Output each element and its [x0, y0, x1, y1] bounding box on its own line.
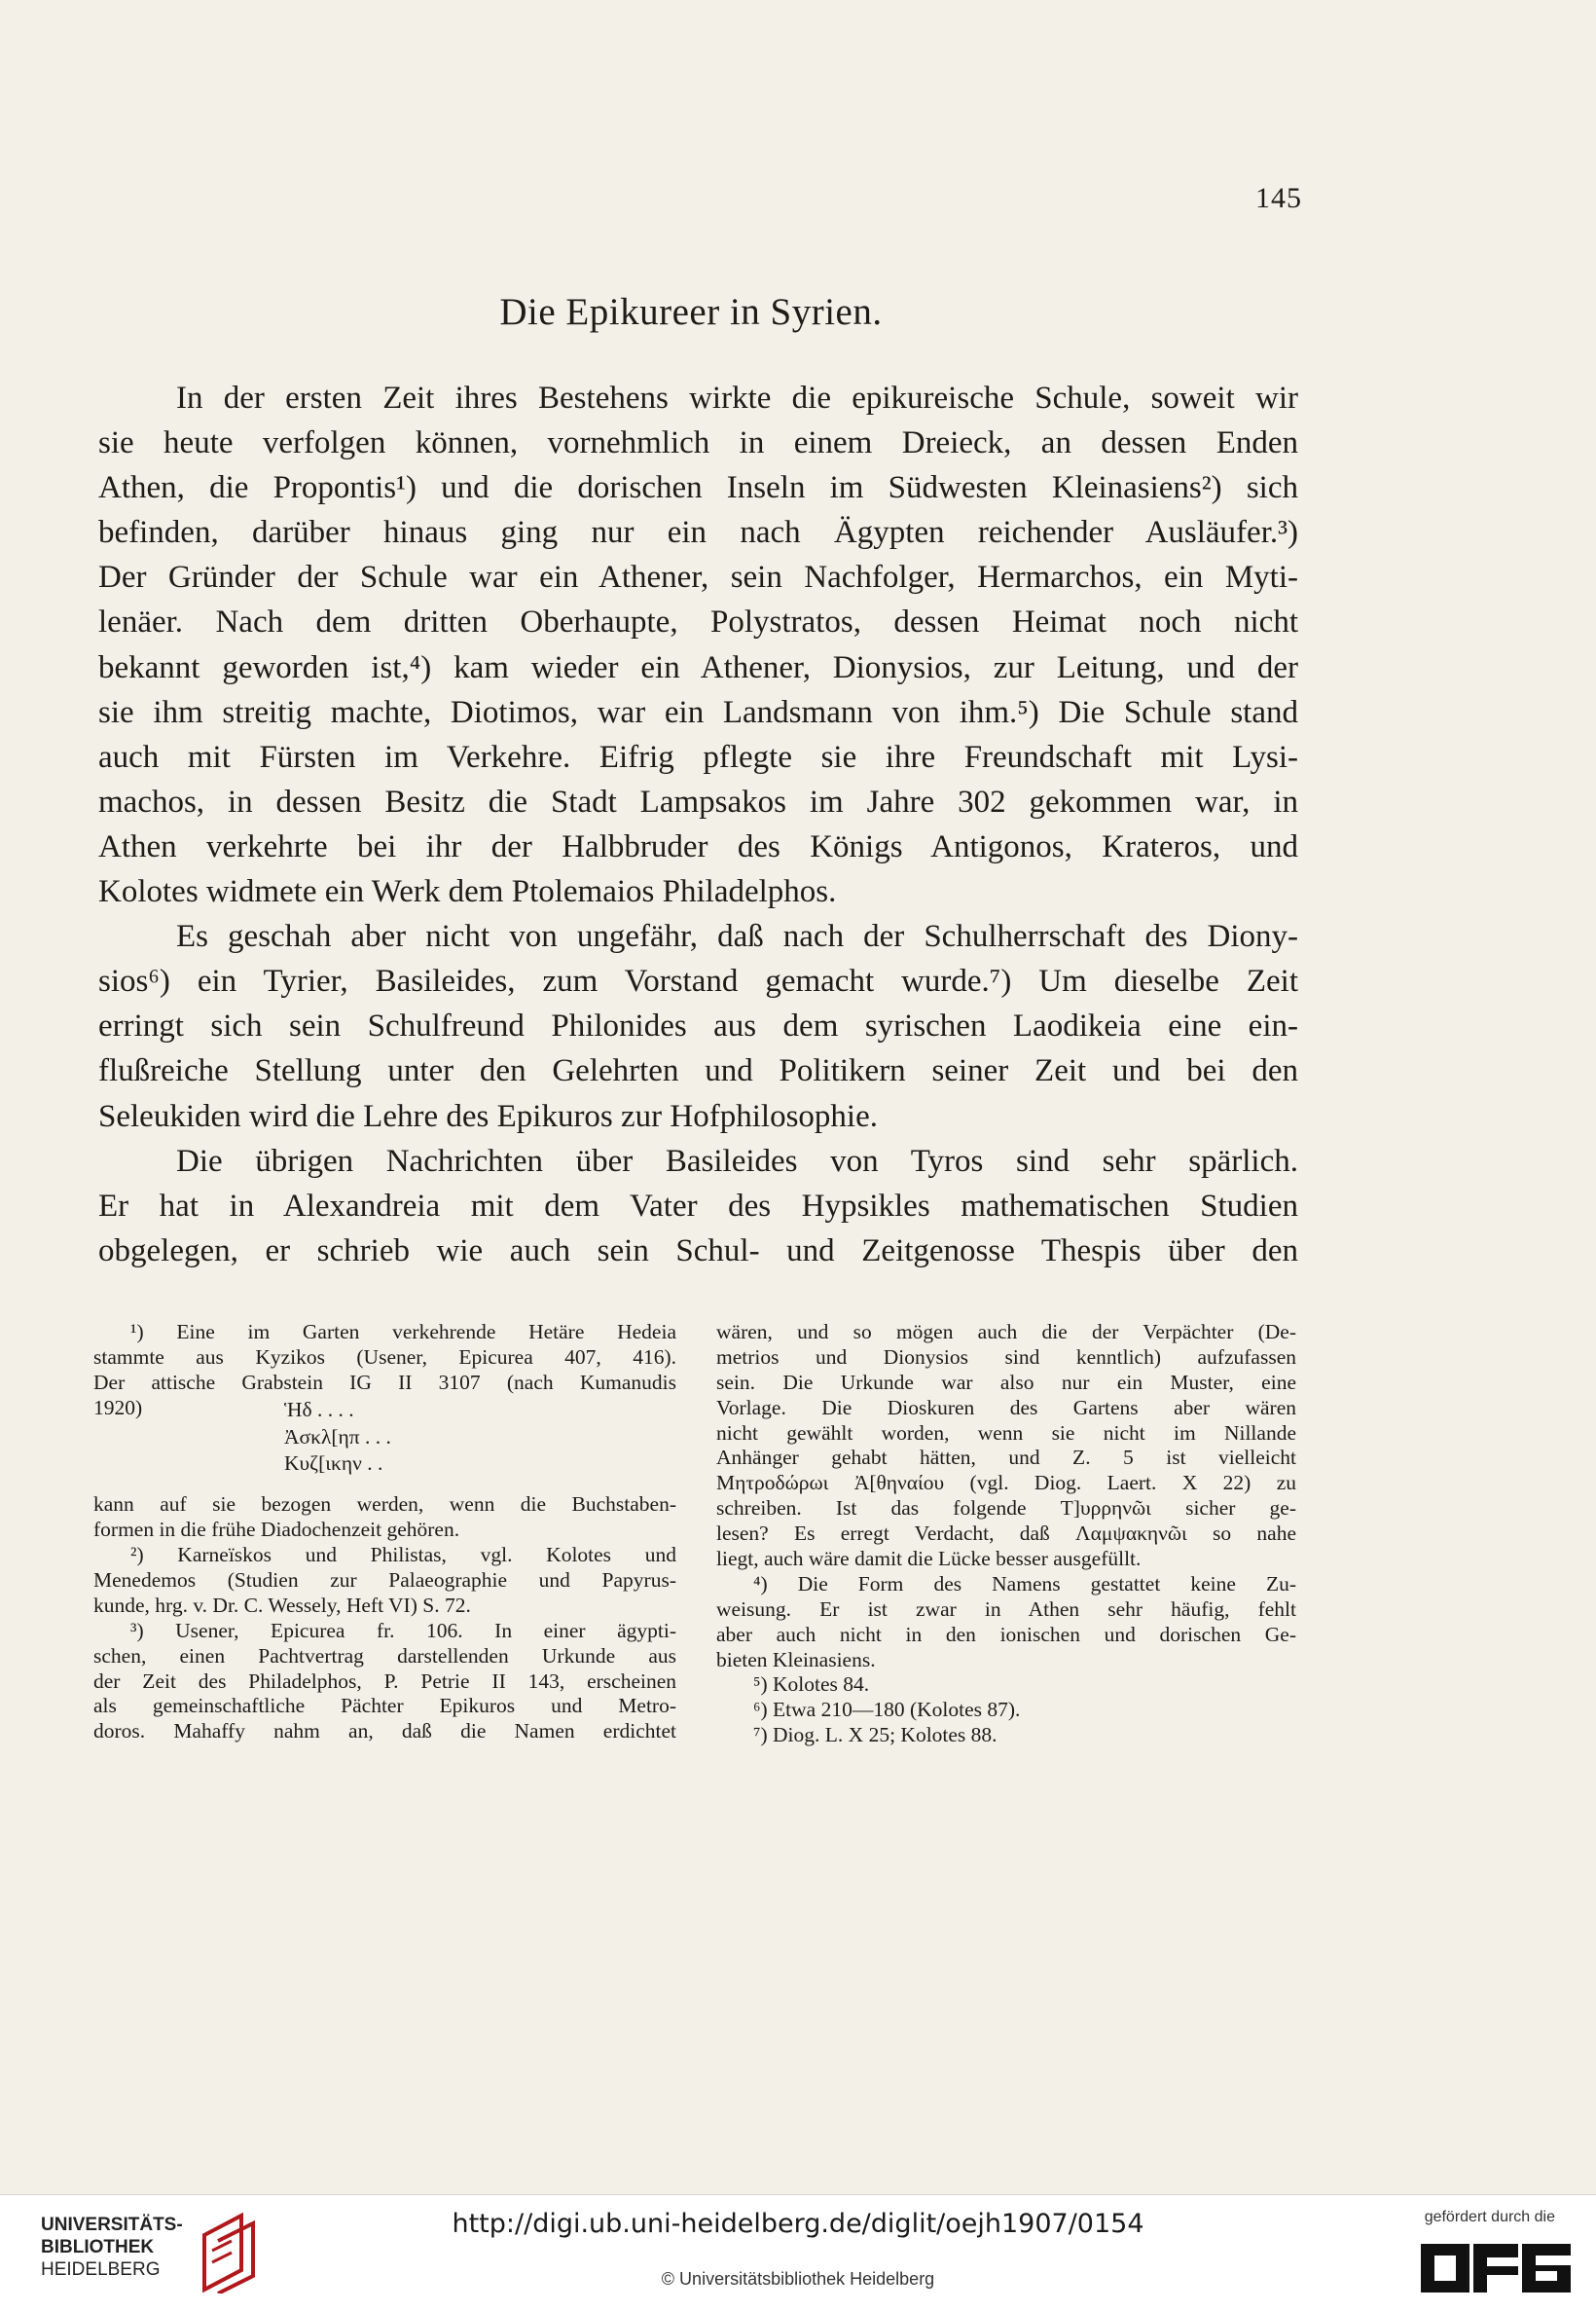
body-line: Kolotes widmete ein Werk dem Ptolemaios Philadelphos.: [98, 874, 837, 910]
permalink-link[interactable]: http://digi.ub.uni-heidelberg.de/diglit/oejh1907/0154: [452, 2209, 1144, 2239]
footnote-line: ⁵) Kolotes 84.: [753, 1672, 870, 1697]
footnote-line: kunde, hrg. v. Dr. C. Wessely, Heft VI) S. 72.: [93, 1593, 471, 1617]
body-line: Es geschah aber nicht von ungefähr, daß nach der Schulherrschaft des Diony-: [176, 919, 1298, 955]
footnote-line: Vorlage. Die Dioskuren des Gartens aber wären: [716, 1395, 1296, 1419]
body-line: Der Gründer der Schule war ein Athener, sein Nachfolger, Hermarchos, ein Myti-: [98, 560, 1298, 596]
footnote-line: ⁴) Die Form des Namens gestattet keine Zu-: [753, 1571, 1296, 1596]
body-line: Athen verkehrte bei ihr der Halbbruder des Königs Antigonos, Krateros, und: [98, 828, 1298, 864]
body-line: auch mit Fürsten im Verkehre. Eifrig pflegte sie ihre Freundschaft mit Lysi-: [98, 739, 1298, 775]
page-title: Die Epikureer in Syrien.: [499, 291, 883, 333]
library-name-line: BIBLIOTHEK: [41, 2237, 155, 2257]
footnote-line: ⁷) Diog. L. X 25; Kolotes 88.: [753, 1723, 998, 1747]
footnote-spacer: [93, 1477, 676, 1492]
body-line: befinden, darüber hinaus ging nur ein nach Ägypten reichender Ausläufer.³): [98, 515, 1298, 551]
inscription-block: [93, 1396, 676, 1478]
body-line: Er hat in Alexandreia mit dem Vater des Hypsikles mathematischen Studien: [98, 1188, 1298, 1224]
footnote-line: kann auf sie bezogen werden, wenn die Buchstaben-: [93, 1492, 676, 1517]
inscription-lines: [284, 1396, 391, 1478]
body-line: sios⁶) ein Tyrier, Basileides, zum Vorstand gemacht wurde.⁷) Um dieselbe Zeit: [98, 964, 1298, 1000]
footnote-line: schen, einen Pachtvertrag darstellenden Urkunde aus: [93, 1643, 676, 1668]
body-line: machos, in dessen Besitz die Stadt Lampsakos im Jahre 302 gekommen war, in: [98, 784, 1298, 820]
footnote-line: Der attische Grabstein IG II 3107 (nach Kumanudis: [93, 1370, 676, 1394]
footnote-line: doros. Mahaffy nahm an, daß die Namen erdichtet: [93, 1719, 676, 1743]
body-line: Athen, die Propontis¹) und die dorischen Inseln im Südwesten Kleinasiens²) sich: [98, 470, 1298, 506]
footnote-line: nicht gewählt worden, wenn sie nicht im Nillande: [716, 1420, 1296, 1445]
footnote-line: ³) Usener, Epicurea fr. 106. In einer ägypti-: [130, 1618, 676, 1642]
body-line: In der ersten Zeit ihres Bestehens wirkte die epikureische Schule, soweit wir: [176, 381, 1298, 416]
footnote-line: der Zeit des Philadelphos, P. Petrie II 143, erscheinen: [93, 1669, 676, 1693]
footnote-line: liegt, auch wäre damit die Lücke besser ausgefüllt.: [716, 1547, 1142, 1571]
dfg-logo-icon: [1421, 2236, 1573, 2296]
copyright-notice: © Universitätsbibliothek Heidelberg: [661, 2269, 935, 2289]
page-number: 145: [1255, 182, 1302, 214]
footnotes-left-column: [93, 1320, 676, 1744]
footnote-line: metrios und Dionysios sind kenntlich) aufzufassen: [716, 1344, 1296, 1369]
footnote-line: lesen? Es erregt Verdacht, daß Λαμψακηνῶι so nahe: [716, 1522, 1296, 1546]
body-line: Die übrigen Nachrichten über Basileides von Tyros sind sehr spärlich.: [176, 1143, 1298, 1179]
body-line: sie ihm streitig machte, Diotimos, war ein Landsmann von ihm.⁵) Die Schule stand: [98, 694, 1298, 730]
footnote-line: stammte aus Kyzikos (Usener, Epicurea 407, 416).: [93, 1344, 676, 1369]
inscription-line: Ἡδ . . . .: [284, 1397, 354, 1421]
library-name-line: HEIDELBERG: [41, 2259, 161, 2280]
footnote-line: Anhänger gehabt hätten, und Z. 5 ist vielleicht: [716, 1446, 1296, 1470]
footnote-line: ¹) Eine im Garten verkehrende Hetäre Hedeia: [130, 1320, 676, 1343]
body-line: erringt sich sein Schulfreund Philonides aus dem syrischen Laodikeia eine ein-: [98, 1009, 1298, 1045]
body-text: [98, 376, 1298, 1273]
footnote-line: Menedemos (Studien zur Palaeographie und Papyrus-: [93, 1568, 676, 1593]
body-line: obgelegen, er schrieb wie auch sein Schul- und Zeitgenosse Thespis über den: [98, 1232, 1298, 1268]
footnote-line: weisung. Er ist zwar in Athen sehr häufig, fehlt: [716, 1596, 1296, 1621]
footnote-line: aber auch nicht in den ionischen und dorischen Ge-: [716, 1622, 1296, 1646]
inscription-line: Ἀσκλ[ηπ . . .: [284, 1424, 391, 1449]
footnote-line: formen in die frühe Diadochenzeit gehören.: [93, 1518, 460, 1542]
viewer-footer: [0, 2194, 1596, 2311]
footnote-line: sein. Die Urkunde war also nur ein Muster, eine: [716, 1370, 1296, 1394]
footnote-line: ²) Karneïskos und Philistas, vgl. Kolotes und: [130, 1543, 676, 1567]
body-line: Seleukiden wird die Lehre des Epikuros zur Hofphilosophie.: [98, 1098, 878, 1134]
body-line: flußreiche Stellung unter den Gelehrten und Politikern seiner Zeit und bei den: [98, 1053, 1298, 1089]
footnote-line: schreiben. Ist das folgende Τ]υρρηνῶι sicher ge-: [716, 1496, 1296, 1521]
footnote-line: wären, und so mögen auch die der Verpächter (De-: [716, 1320, 1296, 1343]
footnotes-right-column: [716, 1320, 1296, 1748]
footnote-line: ⁶) Etwa 210—180 (Kolotes 87).: [753, 1698, 1021, 1722]
inscription-year: 1920): [93, 1395, 143, 1419]
funder-note: gefördert durch die: [1424, 2209, 1555, 2225]
body-line: bekannt geworden ist,⁴) kam wieder ein Athener, Dionysios, zur Leitung, und der: [98, 649, 1298, 685]
inscription-line: Κυζ[ικην . .: [284, 1451, 383, 1476]
library-name-line: UNIVERSITÄTS-: [41, 2215, 183, 2235]
footnote-line: Μητροδώρωι Ἀ[θηναίου (vgl. Diog. Laert. X 22) zu: [716, 1471, 1296, 1495]
footnote-line: bieten Kleinasiens.: [716, 1647, 876, 1671]
body-line: sie heute verfolgen können, vornehmlich in einem Dreieck, an dessen Enden: [98, 425, 1298, 461]
footnote-line: als gemeinschaftliche Pächter Epikuros und Metro-: [93, 1694, 676, 1718]
body-line: lenäer. Nach dem dritten Oberhaupte, Polystratos, dessen Heimat noch nicht: [98, 605, 1298, 641]
